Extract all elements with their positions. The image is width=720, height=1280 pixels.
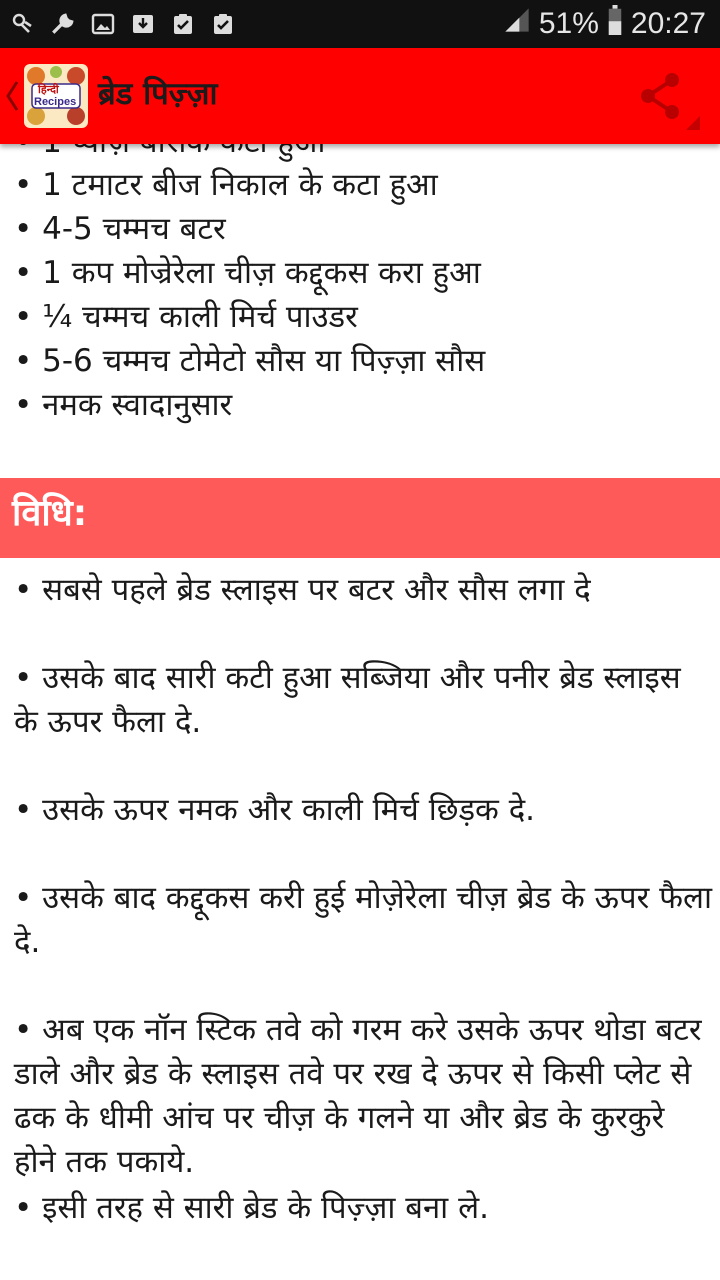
wrench-icon: [50, 11, 76, 37]
ingredient-item: • 1 कप मोज्रेरेला चीज़ कद्दूकस करा हुआ: [14, 255, 481, 291]
ingredient-item: • 1 टमाटर बीज निकाल के कटा हुआ: [14, 167, 438, 203]
ingredient-item: • ¼ चम्मच काली मिर्च पाउडर: [14, 299, 358, 335]
method-step: • सबसे पहले ब्रेड स्लाइस पर बटर और सौस लगा दे: [14, 572, 591, 608]
page-title: ब्रेड पिज़्ज़ा: [98, 76, 218, 112]
battery-percent: 51%: [538, 7, 599, 40]
back-chevron-icon[interactable]: [4, 78, 20, 114]
battery-icon: [607, 5, 623, 43]
method-step: • उसके ऊपर नमक और काली मिर्च छिड़क दे.: [14, 792, 536, 828]
share-icon[interactable]: [636, 70, 684, 122]
method-header: [0, 478, 720, 558]
method-step: • उसके बाद सारी कटी हुआ सब्जिया और पनीर ब्रेड स्लाइस के ऊपर फैला दे.: [14, 660, 681, 740]
app-logo[interactable]: [24, 64, 88, 128]
clipboard-check-icon: [210, 11, 236, 37]
clock: 20:27: [630, 7, 706, 40]
ingredient-item: • नमक स्वादानुसार: [14, 387, 233, 423]
clipboard-check-icon: [170, 11, 196, 37]
method-step: • इसी तरह से सारी ब्रेड के पिज़्ज़ा बना ले.: [14, 1190, 489, 1226]
overflow-corner-icon[interactable]: [686, 116, 700, 130]
download-icon: [130, 11, 156, 37]
signal-icon: [503, 6, 531, 42]
method-step: • अब एक नॉन स्टिक तवे को गरम करे उसके ऊपर थोडा बटर डाले और ब्रेड के स्लाइस तवे पर रख दे ऊपर से किसी प्लेट से ढक के धीमी आंच पर चीज़ के गलने या और ब्रेड के कुरकुरे होने तक पकाये.: [14, 1012, 702, 1180]
logo-text-recipes: Recipes: [34, 96, 77, 108]
app-bar: [0, 48, 720, 144]
touch-icon: [10, 11, 36, 37]
ingredient-item: • 4-5 चम्मच बटर: [14, 211, 226, 247]
method-step: • उसके बाद कद्दूकस करी हुई मोज़ेरेला चीज़ ब्रेड के ऊपर फैला दे.: [14, 880, 713, 960]
status-notification-icons: [10, 11, 236, 37]
logo-text-hindi: हिन्दी: [38, 83, 59, 96]
ingredient-item: • 5-6 चम्मच टोमेटो सौस या पिज़्ज़ा सौस: [14, 343, 486, 379]
image-icon: [90, 11, 116, 37]
status-system-icons: [503, 5, 706, 43]
method-heading: विधि:: [12, 493, 88, 534]
status-bar: [0, 0, 720, 48]
